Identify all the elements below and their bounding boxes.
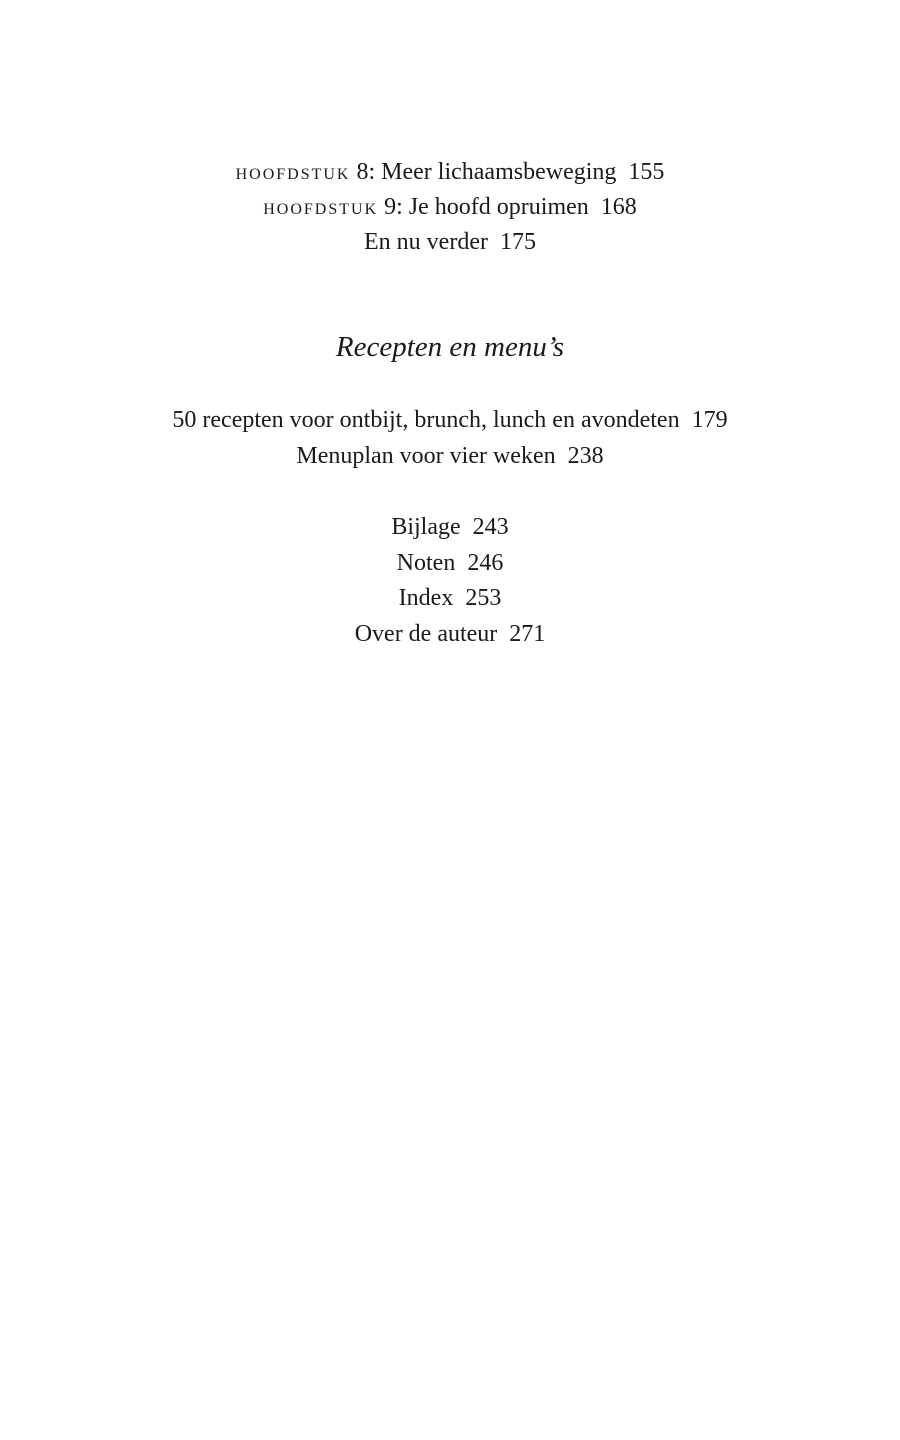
chapter-label: HOOFDSTUK <box>263 201 379 218</box>
toc-entry <box>0 227 900 257</box>
page-number: 243 <box>472 514 509 540</box>
chapter-label: HOOFDSTUK <box>235 166 351 183</box>
toc-entry <box>0 548 900 578</box>
entry-title: Noten <box>396 550 456 576</box>
entry-title: Index <box>398 585 454 611</box>
toc-entry <box>0 512 900 542</box>
entry-title: Bijlage <box>391 514 461 540</box>
toc-entry <box>0 405 900 435</box>
toc-entry <box>0 583 900 613</box>
page-number: 238 <box>567 443 604 469</box>
toc-entry <box>0 441 900 471</box>
page-number: 253 <box>465 585 502 611</box>
entry-title: Over de auteur <box>354 621 498 647</box>
entry-title: Menuplan voor vier weken <box>296 443 556 469</box>
toc-entry <box>0 619 900 649</box>
entry-title: En nu verder <box>364 229 488 255</box>
toc-entry <box>0 157 900 190</box>
toc-entry <box>0 192 900 225</box>
page-number: 155 <box>628 159 665 185</box>
page-number: 168 <box>600 194 637 220</box>
entry-title: 50 recepten voor ontbijt, brunch, lunch en avondeten <box>172 407 680 433</box>
entry-title: 8: Meer lichaamsbeweging <box>356 159 617 185</box>
section-heading: Recepten en menu’s <box>335 331 565 363</box>
page-number: 175 <box>499 229 536 255</box>
page-number: 179 <box>691 407 728 433</box>
page-number: 271 <box>509 621 546 647</box>
entry-title: 9: Je hoofd opruimen <box>384 194 589 220</box>
page-number: 246 <box>467 550 504 576</box>
